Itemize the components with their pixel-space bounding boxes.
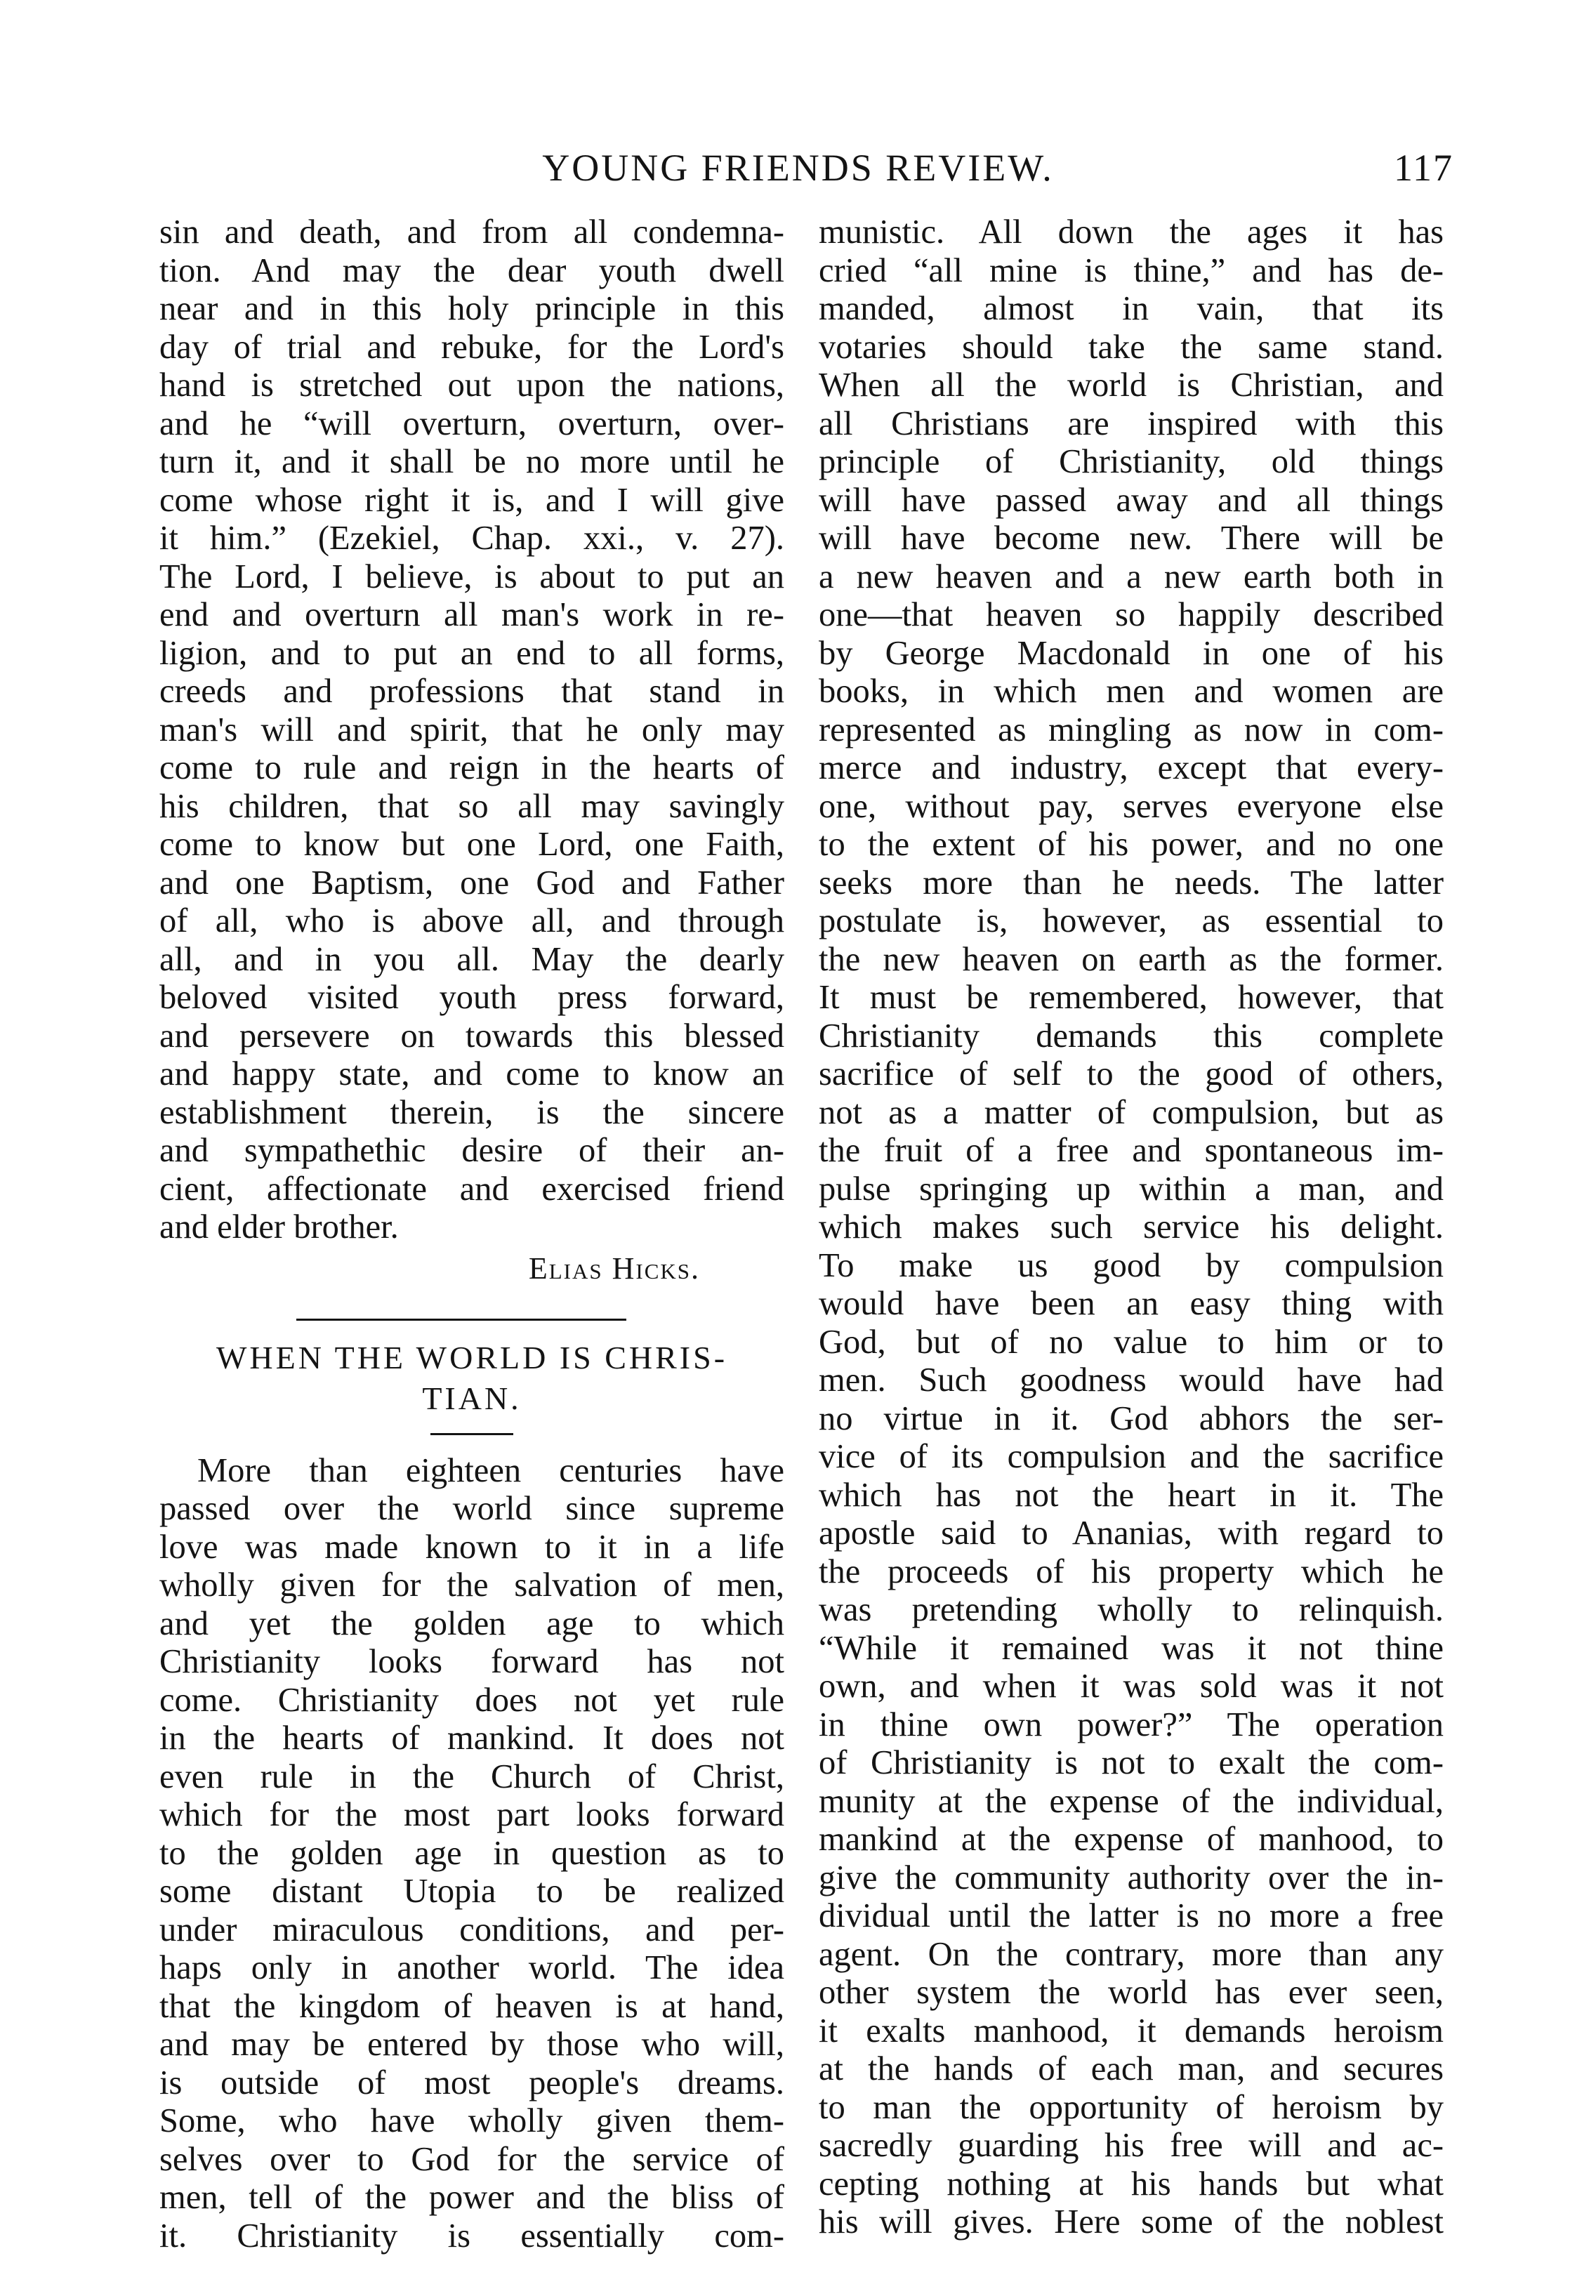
text-line: sacrifice of self to the good of others, bbox=[819, 1055, 1444, 1093]
text-line: will have passed away and all things bbox=[819, 481, 1444, 519]
text-line: establishment therein, is the sincere bbox=[159, 1093, 784, 1131]
text-line: which for the most part looks forward bbox=[159, 1796, 784, 1833]
text-line: come whose right it is, and I will give bbox=[159, 481, 784, 519]
text-line: mankind at the expense of manhood, to bbox=[819, 1821, 1444, 1858]
text-line: to the extent of his power, and no one bbox=[819, 826, 1444, 863]
text-line: votaries should take the same stand. bbox=[819, 328, 1444, 366]
text-line: his will gives. Here some of the noblest bbox=[819, 2203, 1444, 2241]
text-line: munity at the expense of the individual, bbox=[819, 1782, 1444, 1820]
text-line: in the hearts of mankind. It does not bbox=[159, 1720, 784, 1757]
text-line: sacredly guarding his free will and ac- bbox=[819, 2127, 1444, 2164]
left-column bbox=[159, 213, 784, 2255]
text-line: of Christianity is not to exalt the com- bbox=[819, 1744, 1444, 1781]
text-line: it. Christianity is essentially com- bbox=[159, 2217, 784, 2255]
text-line: come to know but one Lord, one Faith, bbox=[159, 826, 784, 863]
text-line: near and in this holy principle in this bbox=[159, 290, 784, 327]
text-line: sin and death, and from all condemna- bbox=[159, 213, 784, 251]
text-line: cient, affectionate and exercised friend bbox=[159, 1170, 784, 1208]
text-line: The Lord, I believe, is about to put an bbox=[159, 557, 784, 595]
article-heading-line-1: WHEN THE WORLD IS CHRIS- bbox=[216, 1339, 728, 1375]
text-line: creeds and professions that stand in bbox=[159, 673, 784, 710]
text-line: in thine own power?” The operation bbox=[819, 1705, 1444, 1743]
text-line: even rule in the Church of Christ, bbox=[159, 1757, 784, 1795]
text-line: and persevere on towards this blessed bbox=[159, 1017, 784, 1055]
text-line: turn it, and it shall be no more until he bbox=[159, 443, 784, 480]
text-line: ligion, and to put an end to all forms, bbox=[159, 634, 784, 672]
text-line: all Christians are inspired with this bbox=[819, 404, 1444, 442]
text-line: no virtue in it. God abhors the ser- bbox=[819, 1399, 1444, 1437]
text-line: and happy state, and come to know an bbox=[159, 1055, 784, 1093]
text-line: a new heaven and a new earth both in bbox=[819, 557, 1444, 595]
text-line: passed over the world since supreme bbox=[159, 1490, 784, 1527]
text-line: manded, almost in vain, that its bbox=[819, 290, 1444, 327]
text-line: to man the opportunity of heroism by bbox=[819, 2088, 1444, 2126]
text-line: and may be entered by those who will, bbox=[159, 2026, 784, 2063]
text-line: the fruit of a free and spontaneous im- bbox=[819, 1132, 1444, 1169]
text-line: It must be remembered, however, that bbox=[819, 979, 1444, 1016]
text-line: would have been an easy thing with bbox=[819, 1285, 1444, 1322]
text-line: was pretending wholly to relinquish. bbox=[819, 1591, 1444, 1628]
text-line: it him.” (Ezekiel, Chap. xxi., v. 27). bbox=[159, 520, 784, 557]
text-line: it exalts manhood, it demands heroism bbox=[819, 2012, 1444, 2050]
text-line: the new heaven on earth as the former. bbox=[819, 940, 1444, 978]
text-line: munistic. All down the ages it has bbox=[819, 213, 1444, 251]
text-line: one—that heaven so happily described bbox=[819, 596, 1444, 633]
text-line: dividual until the latter is no more a free bbox=[819, 1897, 1444, 1934]
text-line: men, tell of the power and the bliss of bbox=[159, 2179, 784, 2216]
text-line: To make us good by compulsion bbox=[819, 1246, 1444, 1284]
text-line: come to rule and reign in the hearts of bbox=[159, 749, 784, 786]
text-line: agent. On the contrary, more than any bbox=[819, 1935, 1444, 1973]
signature: Elias Hicks. bbox=[528, 1251, 700, 1286]
running-title: YOUNG FRIENDS REVIEW. bbox=[542, 147, 1054, 189]
text-line: beloved visited youth press forward, bbox=[159, 979, 784, 1016]
text-line: pulse springing up within a man, and bbox=[819, 1170, 1444, 1208]
text-line: and sympathethic desire of their an- bbox=[159, 1132, 784, 1169]
text-line: hand is stretched out upon the nations, bbox=[159, 367, 784, 404]
text-line: men. Such goodness would have had bbox=[819, 1361, 1444, 1399]
letter-continuation bbox=[159, 213, 784, 1247]
text-line: by George Macdonald in one of his bbox=[819, 634, 1444, 672]
text-line: which has not the heart in it. The bbox=[819, 1476, 1444, 1514]
text-line: represented as mingling as now in com- bbox=[819, 711, 1444, 748]
text-line: Christianity looks forward has not bbox=[159, 1643, 784, 1680]
article-heading-line-2: TIAN. bbox=[422, 1380, 522, 1416]
text-line: that the kingdom of heaven is at hand, bbox=[159, 1987, 784, 2025]
text-line: some distant Utopia to be realized bbox=[159, 1873, 784, 1910]
text-line: give the community authority over the in- bbox=[819, 1859, 1444, 1896]
text-line: cepting nothing at his hands but what bbox=[819, 2165, 1444, 2203]
article-body bbox=[159, 1452, 784, 2256]
text-line: one, without pay, serves everyone else bbox=[819, 787, 1444, 825]
section-divider bbox=[296, 1319, 626, 1321]
text-line: which makes such service his delight. bbox=[819, 1208, 1444, 1246]
text-line: cried “all mine is thine,” and has de- bbox=[819, 251, 1444, 289]
text-line: to the golden age in question as to bbox=[159, 1834, 784, 1872]
page-number: 117 bbox=[1394, 147, 1453, 189]
text-line: tion. And may the dear youth dwell bbox=[159, 251, 784, 289]
text-line: and he “will overturn, overturn, over- bbox=[159, 404, 784, 442]
text-line: own, and when it was sold was it not bbox=[819, 1668, 1444, 1705]
text-line: God, but of no value to him or to bbox=[819, 1323, 1444, 1361]
text-line: of all, who is above all, and through bbox=[159, 902, 784, 939]
article-body-continued bbox=[819, 213, 1444, 2242]
text-line: is outside of most people's dreams. bbox=[159, 2064, 784, 2102]
text-line: at the hands of each man, and secures bbox=[819, 2050, 1444, 2087]
text-line: not as a matter of compulsion, but as bbox=[819, 1093, 1444, 1131]
text-line: under miraculous conditions, and per- bbox=[159, 1911, 784, 1948]
text-line: Christianity demands this complete bbox=[819, 1017, 1444, 1055]
text-line: apostle said to Ananias, with regard to bbox=[819, 1515, 1444, 1552]
text-line: principle of Christianity, old things bbox=[819, 443, 1444, 480]
text-line: vice of its compulsion and the sacrifice bbox=[819, 1438, 1444, 1475]
text-line: and one Baptism, one God and Father bbox=[159, 864, 784, 902]
text-line: books, in which men and women are bbox=[819, 673, 1444, 710]
text-line: postulate is, however, as essential to bbox=[819, 902, 1444, 939]
text-line: and elder brother. bbox=[159, 1208, 399, 1246]
text-line: come. Christianity does not yet rule bbox=[159, 1681, 784, 1719]
text-line: other system the world has ever seen, bbox=[819, 1974, 1444, 2011]
heading-rule bbox=[430, 1433, 513, 1435]
text-line: and yet the golden age to which bbox=[159, 1604, 784, 1642]
text-line: love was made known to it in a life bbox=[159, 1528, 784, 1566]
text-line: “While it remained was it not thine bbox=[819, 1629, 1444, 1667]
text-line: his children, that so all may savingly bbox=[159, 787, 784, 825]
text-line: man's will and spirit, that he only may bbox=[159, 711, 784, 748]
text-line: end and overturn all man's work in re- bbox=[159, 596, 784, 633]
text-line: merce and industry, except that every- bbox=[819, 749, 1444, 786]
text-line: haps only in another world. The idea bbox=[159, 1949, 784, 1986]
text-line: seeks more than he needs. The latter bbox=[819, 864, 1444, 902]
text-line: More than eighteen centuries have bbox=[197, 1451, 784, 1489]
text-line: all, and in you all. May the dearly bbox=[159, 940, 784, 978]
text-line: Some, who have wholly given them- bbox=[159, 2102, 784, 2139]
text-line: day of trial and rebuke, for the Lord's bbox=[159, 328, 784, 366]
text-line: When all the world is Christian, and bbox=[819, 367, 1444, 404]
text-line: selves over to God for the service of bbox=[159, 2140, 784, 2178]
right-column bbox=[819, 213, 1444, 2242]
text-line: will have become new. There will be bbox=[819, 520, 1444, 557]
text-line: wholly given for the salvation of men, bbox=[159, 1566, 784, 1604]
text-line: the proceeds of his property which he bbox=[819, 1552, 1444, 1590]
